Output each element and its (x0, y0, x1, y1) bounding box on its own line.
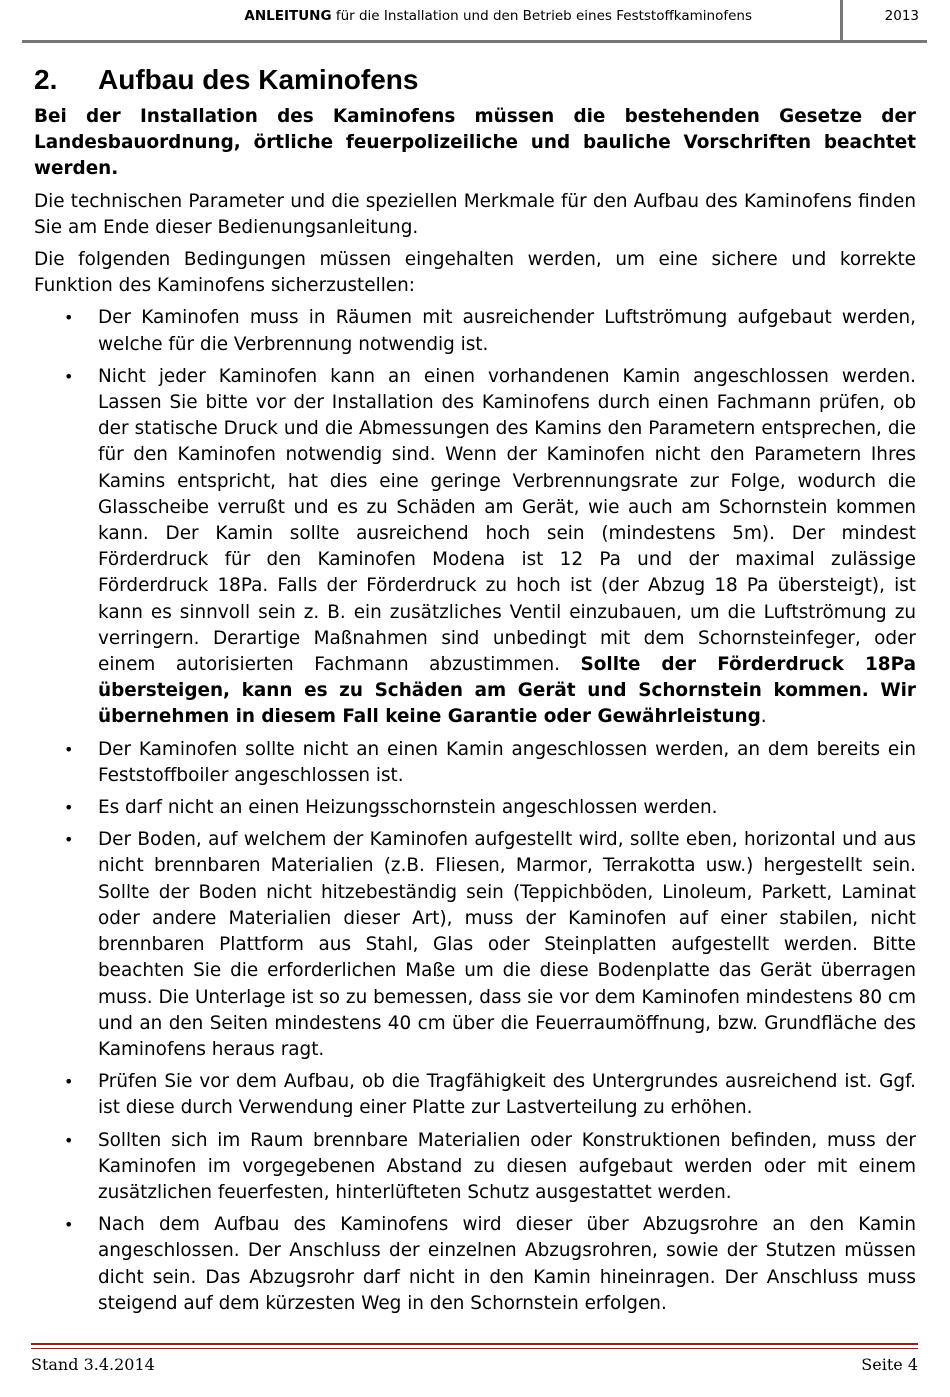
bullet-icon: • (64, 1130, 74, 1150)
paragraph-conditions: Die folgenden Bedingungen müssen eingehalten werden, um eine sichere und korrekte Funktion des Kaminofens sicherzustellen: (34, 249, 916, 297)
header-year: 2013 (884, 8, 919, 24)
bullet-icon: • (64, 308, 74, 328)
footer-date: Stand 3.4.2014 (31, 1355, 155, 1374)
page-body (34, 60, 916, 1323)
bullet-icon: • (64, 830, 74, 850)
header-separator (840, 0, 843, 42)
header-title-bold: ANLEITUNG (244, 8, 332, 24)
bullet-icon: • (64, 798, 74, 818)
list-item-text: Der Kaminofen muss in Räumen mit ausreichender Luftströmung aufgebaut werden, welche für die Verbrennung notwendig ist. (98, 307, 916, 355)
list-item (34, 1069, 916, 1121)
bullet-icon: • (64, 1215, 74, 1235)
list-item (34, 827, 916, 1063)
bullet-icon: • (64, 366, 74, 386)
footer-page-number: Seite 4 (861, 1355, 918, 1374)
list-item (34, 305, 916, 357)
bullet-icon: • (64, 739, 74, 759)
list-item (34, 1128, 916, 1207)
bullet-icon: • (64, 1072, 74, 1092)
list-item-text: Der Boden, auf welchem der Kaminofen aufgestellt wird, sollte eben, horizontal und aus nicht brennbaren Materialien (z.B. Fliesen, Marmor, Terrakotta usw.) hergestellt sein. Sollte der Boden nicht hitzebeständig sein (Teppichböden, Linoleum, Parkett, Laminat oder andere Materialien dieser Art), muss der Kaminofen auf einer stabilen, nicht brennbaren Plattform aus Stahl, Glas oder Steinplatten aufgestellt werden. Bitte beachten Sie die erforderlichen Maße um die diese Bodenplatte das Gerät überragen muss. Die Unterlage ist so zu bemessen, dass sie vor dem Kaminofen mindestens 80 cm und an den Seiten mindestens 40 cm über die Feuerraumöffnung, bzw. Grundfläche des Kaminofens heraus ragt. (98, 829, 916, 1060)
list-item-text: Nach dem Aufbau des Kaminofens wird dieser über Abzugsrohre an den Kamin angeschlossen. Der Anschluss der einzelnen Abzugsrohren, sowie der Stutzen müssen dicht sein. Das Abzugsrohr darf nicht in den Kamin hineinragen. Der Anschluss muss steigend auf dem kürzesten Weg in den Schornstein erfolgen. (98, 1214, 916, 1314)
list-item (34, 795, 916, 821)
list-item (34, 1212, 916, 1317)
list-item-text: Der Kaminofen sollte nicht an einen Kamin angeschlossen werden, an dem bereits ein Feststoffboiler angeschlossen ist. (98, 738, 916, 786)
header-title-rest: für die Installation und den Betrieb eines Feststoffkaminofens (331, 8, 752, 24)
header-rule (22, 40, 927, 43)
footer-rule-thin (31, 1348, 918, 1349)
header-title (244, 8, 752, 24)
list-item-text: Nicht jeder Kaminofen kann an einen vorhandenen Kamin angeschlossen werden. Lassen Sie bitte vor der Installation des Kaminofens durch einen Fachmann prüfen, ob der statische Druck und die Abmessungen des Kamins den Parametern entsprechen, die für den Kaminofen notwendig sind. Wenn der Kaminofen nicht den Parametern Ihres Kamins entspricht, hat dies eine geringe Verbrennungsrate zur Folge, wodurch die Glasscheibe verrußt und es zu Schäden am Gerät, wie auch am Schornstein kommen kann. Der Kamin sollte ausreichend hoch sein (mindestens 5m). Der mindest Förderdruck für den Kaminofen Modena ist 12 Pa und der maximal zulässige Förderdruck 18Pa. Falls der Förderdruck zu hoch ist (der Abzug 18 Pa übersteigt), ist kann es sinnvoll sein z. B. ein zusätzliches Ventil einzubauen, um die Luftströmung zu verringern. Derartige Maßnahmen sind unbedingt mit dem Schornsteinfeger, oder einem autorisierten Fachmann abzustimmen. (98, 365, 916, 676)
list-item-warning: Sollte der Förderdruck 18Pa übersteigen, kann es zu Schäden am Gerät und Schornstein kommen. Wir übernehmen in diesem Fall keine Garantie oder Gewährleistung (98, 654, 916, 728)
section-title: Aufbau des Kaminofens (98, 64, 419, 95)
list-item-text: Prüfen Sie vor dem Aufbau, ob die Tragfähigkeit des Untergrundes ausreichend ist. Ggf. ist diese durch Verwendung einer Platte zur Lastverteilung zu erhöhen. (98, 1071, 916, 1119)
intro-paragraph: Bei der Installation des Kaminofens müssen die bestehenden Gesetze der Landesbauordnung, örtliche feuerpolizeiliche und bauliche Vorschriften beachtet werden. (34, 106, 916, 180)
conditions-list (34, 305, 916, 1317)
page-header (22, 0, 927, 42)
footer-rule (31, 1343, 918, 1345)
list-item-end: . (760, 706, 767, 728)
list-item-text: Es darf nicht an einen Heizungsschornstein angeschlossen werden. (98, 797, 718, 819)
list-item-text: Sollten sich im Raum brennbare Materialien oder Konstruktionen befinden, muss der Kaminofen im vorgegebenen Abstand zu diesen aufgebaut werden oder mit einem zusätzlichen feuerfesten, hinterlüfteten Schutz ausgestattet werden. (98, 1129, 916, 1203)
paragraph-technical-parameters: Die technischen Parameter und die speziellen Merkmale für den Aufbau des Kaminofens finden Sie am Ende dieser Bedienungsanleitung. (34, 190, 916, 238)
list-item (34, 737, 916, 789)
section-heading (34, 60, 916, 100)
list-item (34, 364, 916, 731)
section-number: 2. (34, 64, 58, 95)
